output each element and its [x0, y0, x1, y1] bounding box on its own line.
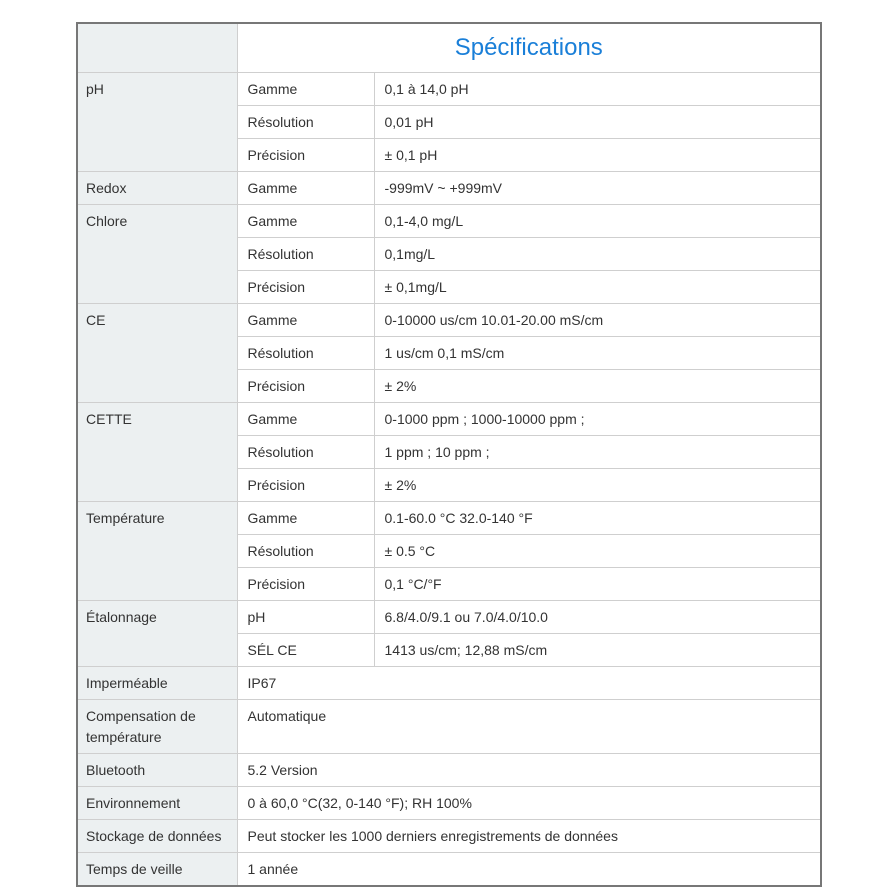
param-value: 0.1-60.0 °C 32.0-140 °F [374, 502, 821, 535]
param-value: 0-10000 us/cm 10.01-20.00 mS/cm [374, 304, 821, 337]
param-value: -999mV ~ +999mV [374, 172, 821, 205]
param-value: 5.2 Version [237, 754, 821, 787]
param-label: Gamme [237, 502, 374, 535]
category-compensation-line1: Compensation de [86, 708, 196, 724]
category-temperature: Température [77, 502, 237, 601]
param-value: Peut stocker les 1000 derniers enregistrements de données [237, 820, 821, 853]
param-label: Précision [237, 568, 374, 601]
param-label: Résolution [237, 436, 374, 469]
category-environnement: Environnement [77, 787, 237, 820]
param-value: IP67 [237, 667, 821, 700]
param-label: Gamme [237, 403, 374, 436]
param-label: pH [237, 601, 374, 634]
category-redox: Redox [77, 172, 237, 205]
table-row [77, 754, 821, 787]
category-compensation [77, 700, 237, 754]
param-value: ± 2% [374, 469, 821, 502]
table-row [77, 502, 821, 535]
param-value: ± 0,1mg/L [374, 271, 821, 304]
param-label: Précision [237, 139, 374, 172]
param-value: ± 0,1 pH [374, 139, 821, 172]
param-label: Gamme [237, 172, 374, 205]
table-row [77, 700, 821, 754]
table-row [77, 205, 821, 238]
table-row [77, 820, 821, 853]
param-label: Résolution [237, 238, 374, 271]
param-label: Gamme [237, 304, 374, 337]
param-label: Gamme [237, 73, 374, 106]
param-value: 0,1mg/L [374, 238, 821, 271]
param-value: 1 ppm ; 10 ppm ; [374, 436, 821, 469]
param-value: 6.8/4.0/9.1 ou 7.0/4.0/10.0 [374, 601, 821, 634]
table-title: Spécifications [237, 23, 821, 73]
param-label: Précision [237, 271, 374, 304]
param-label: Résolution [237, 337, 374, 370]
param-label: Précision [237, 370, 374, 403]
category-cette: CETTE [77, 403, 237, 502]
param-value: 1 us/cm 0,1 mS/cm [374, 337, 821, 370]
table-row [77, 172, 821, 205]
category-ph: pH [77, 73, 237, 172]
param-label: Précision [237, 469, 374, 502]
param-value: 0,01 pH [374, 106, 821, 139]
param-value: 1413 us/cm; 12,88 mS/cm [374, 634, 821, 667]
table-row [77, 787, 821, 820]
category-impermeable: Imperméable [77, 667, 237, 700]
category-ce: CE [77, 304, 237, 403]
table-row [77, 667, 821, 700]
param-value: Automatique [237, 700, 821, 754]
param-value: 0 à 60,0 °C(32, 0-140 °F); RH 100% [237, 787, 821, 820]
header-corner-cell [77, 23, 237, 73]
table-row [77, 403, 821, 436]
param-label: Résolution [237, 535, 374, 568]
category-veille: Temps de veille [77, 853, 237, 887]
param-value: 0,1 °C/°F [374, 568, 821, 601]
param-label: SÉL CE [237, 634, 374, 667]
specifications-table [76, 22, 822, 887]
param-value: ± 0.5 °C [374, 535, 821, 568]
param-value: ± 2% [374, 370, 821, 403]
param-value: 0-1000 ppm ; 1000-10000 ppm ; [374, 403, 821, 436]
table-row [77, 601, 821, 634]
category-compensation-line2: température [86, 729, 162, 745]
param-label: Résolution [237, 106, 374, 139]
table-row [77, 304, 821, 337]
param-value: 0,1-4,0 mg/L [374, 205, 821, 238]
category-bluetooth: Bluetooth [77, 754, 237, 787]
category-stockage: Stockage de données [77, 820, 237, 853]
param-value: 0,1 à 14,0 pH [374, 73, 821, 106]
table-row [77, 853, 821, 887]
table-row [77, 73, 821, 106]
category-etalonnage: Étalonnage [77, 601, 237, 667]
category-chlore: Chlore [77, 205, 237, 304]
param-label: Gamme [237, 205, 374, 238]
param-value: 1 année [237, 853, 821, 887]
